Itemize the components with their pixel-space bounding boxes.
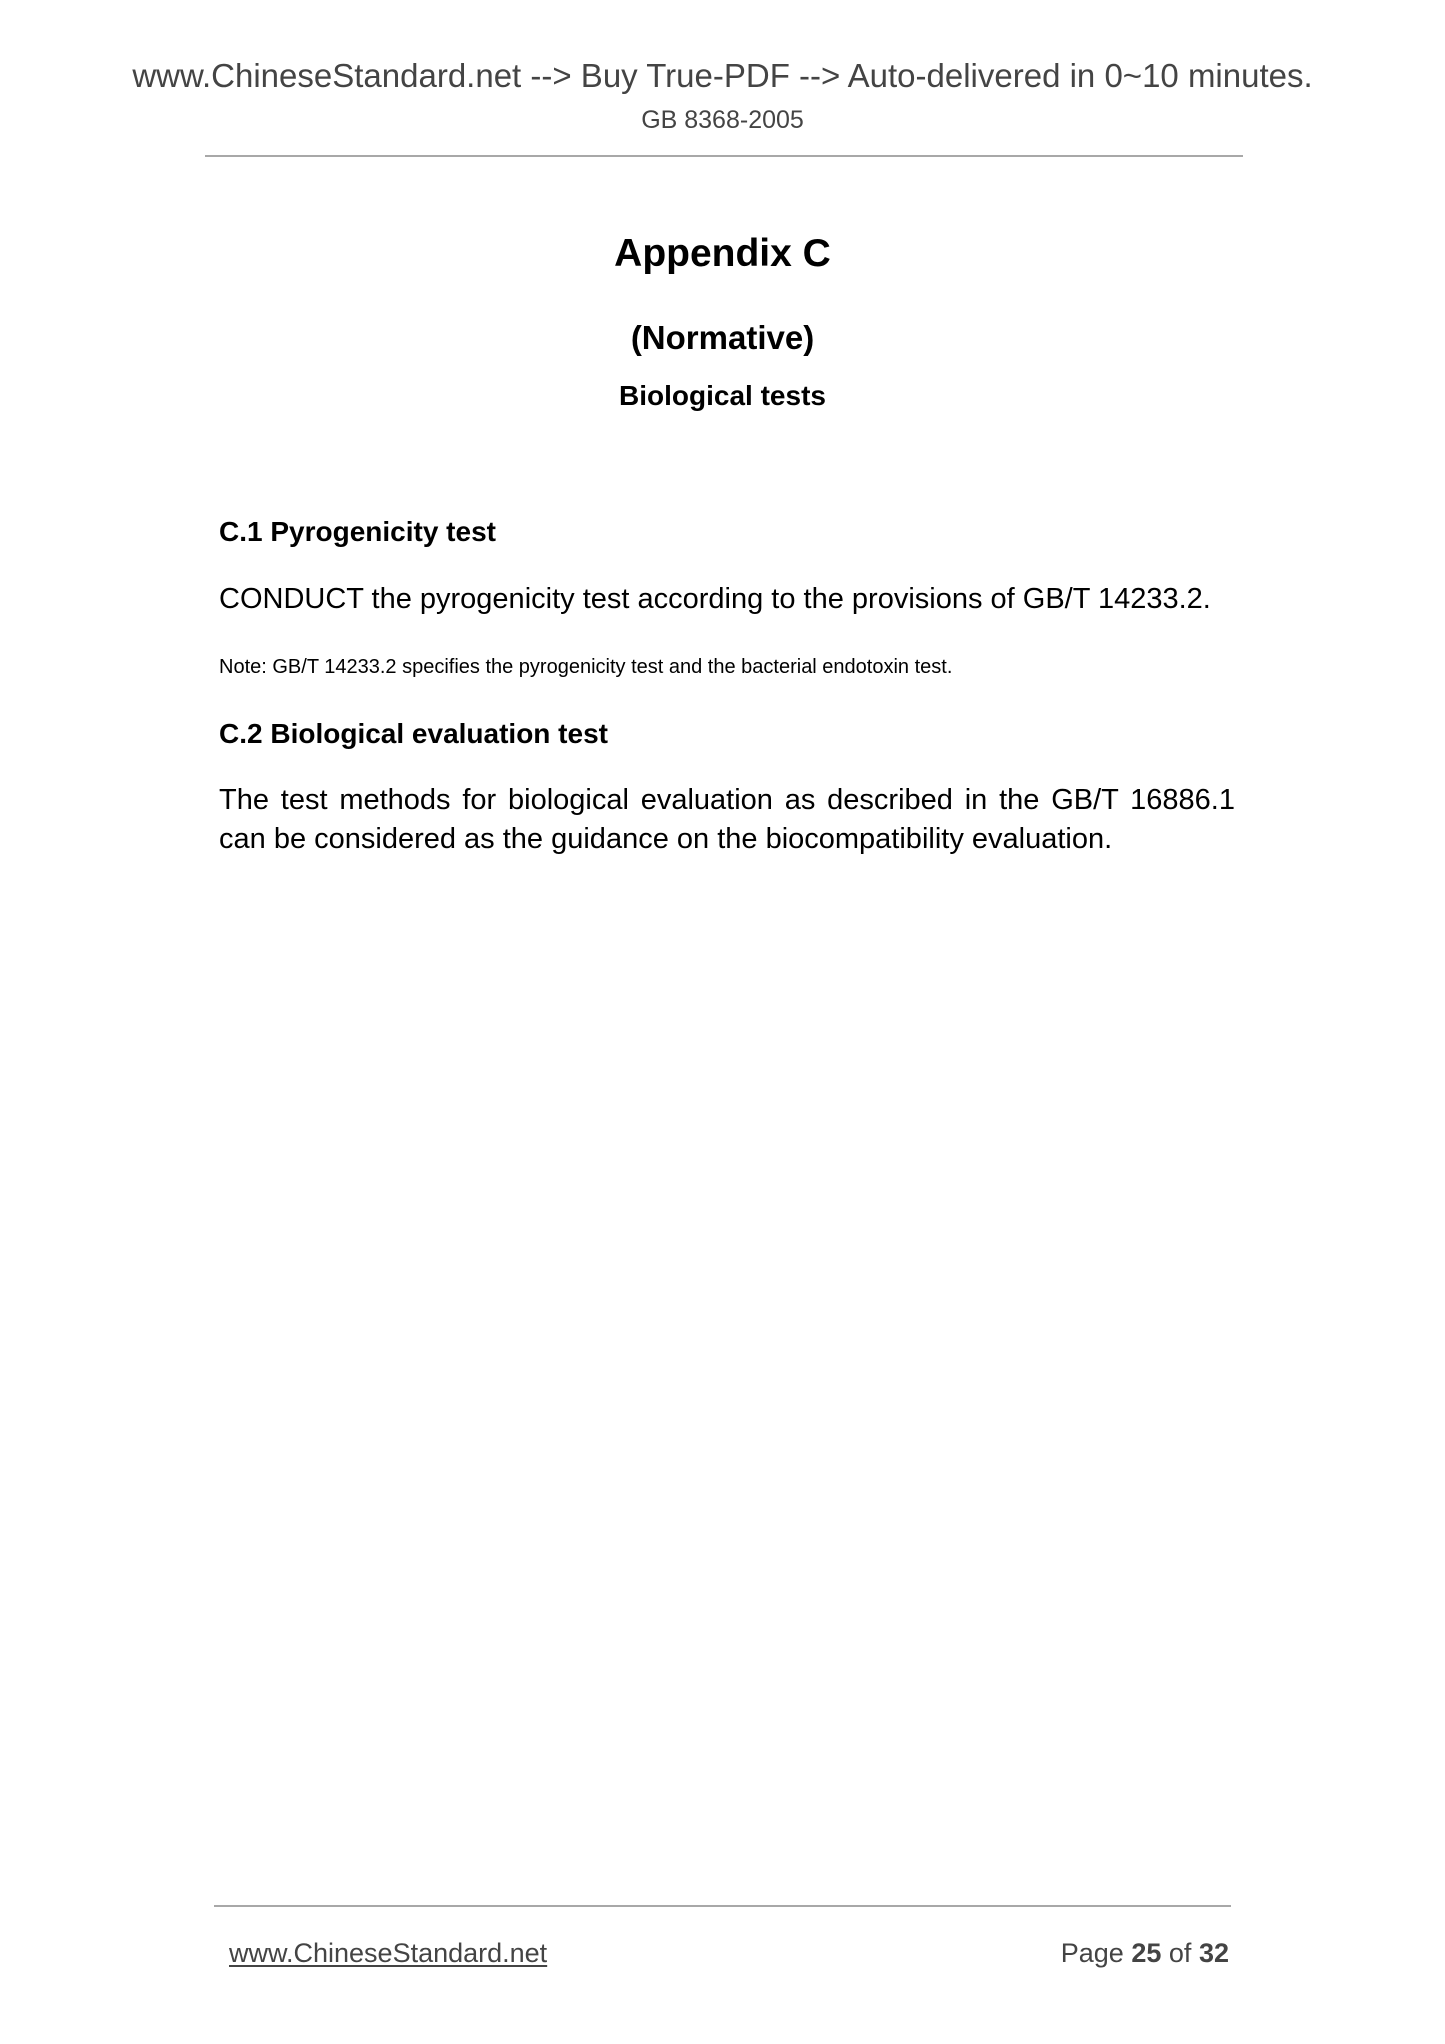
appendix-title: Appendix C — [614, 232, 831, 275]
footer-divider — [214, 1905, 1231, 1907]
section-note-c1: Note: GB/T 14233.2 specifies the pyrogenicity test and the bacterial endotoxin test. — [219, 656, 953, 678]
section-body-c1: CONDUCT the pyrogenicity test according to the provisions of GB/T 14233.2. — [219, 583, 1211, 615]
section-heading-c1: C.1 Pyrogenicity test — [219, 516, 496, 547]
page-number — [1061, 1936, 1229, 1970]
footer-website-link[interactable]: www.ChineseStandard.net — [229, 1938, 548, 1968]
page-total: 32 — [1198, 1938, 1229, 1968]
header-banner: www.ChineseStandard.net --> Buy True-PDF --> Auto-delivered in 0~10 minutes. — [132, 57, 1313, 94]
appendix-subject: Biological tests — [619, 380, 826, 411]
page-of: of — [1168, 1938, 1192, 1968]
standard-code: GB 8368-2005 — [641, 106, 804, 134]
page-label: Page — [1060, 1938, 1124, 1968]
appendix-type: (Normative) — [630, 319, 815, 356]
section-heading-c2: C.2 Biological evaluation test — [219, 718, 608, 749]
header-divider — [205, 155, 1243, 157]
page-current: 25 — [1131, 1938, 1162, 1968]
section-body-c2: The test methods for biological evaluation as described in the GB/T 16886.1 can be considered as the guidance on the biocompatibility evaluation. — [219, 784, 1235, 855]
